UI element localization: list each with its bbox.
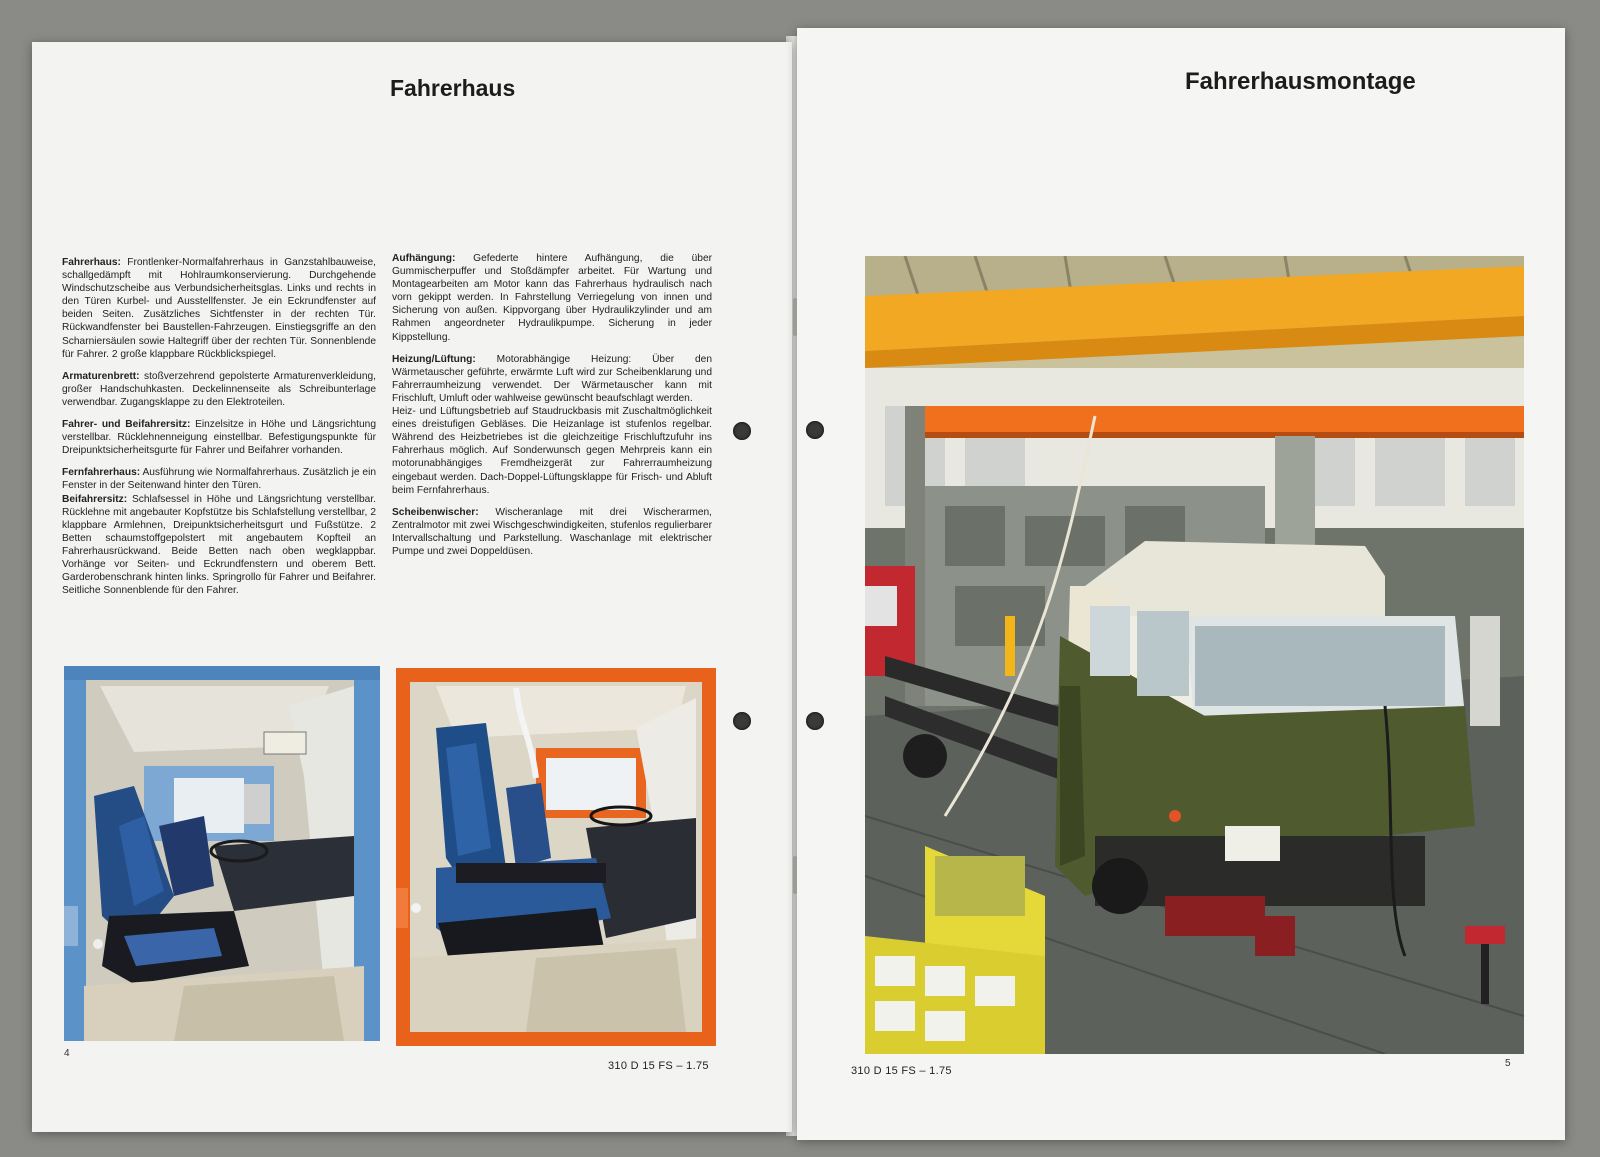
footer-code-right: 310 D 15 FS – 1.75 (851, 1065, 952, 1077)
staple (793, 856, 797, 894)
show-through-text (132, 100, 138, 127)
photo-orange-cab-interior (396, 668, 716, 1046)
text-column-2: Aufhängung: Gefederte hintere Aufhängung, die über Gummischerpuffer und Stoßdämpfer arbeitet. Für Wartung und Montagearbeiten am Motor kann das Fahrerhaus hydraulisch nach vorn gekippt werden. In Fahrstellung Verriegelung von innen und Sicherung von außen. Kippvorgang über Hydraulikzylinder und am Rahmen angeordneter Hydraulikpumpe. Sicherung in jeder Kippstellung. Heizung/Lüftung: Motorabhängige Heizung: Über den Wärmetauscher geführte, erwärmte Luft wird zur Scheibenklarung und Fahrerraumheizung verwendet. Der Wärmetauscher kann mit Frischluft, Umluft oder wahlweise gewünscht beaufschlagt werden. Heiz- und Lüftungsbetrieb auf Staudruckbasis mit Zuschaltmöglichkeit eines dreistufigen Gebläses. Die Heizanlage ist stufenlos regelbar. Während des Heizbetriebes ist die gleichzeitige Frischluftzufuhr ins Fahrerhaus möglich. Auf Sonderwunsch gegen Mehrpreis kann ein motorunabhängiges Fremdheizgerät zur Fahrerraumheizung eingebaut werden. Dach-Doppel-Lüftungsklappe für Frisch- und Abluft beim Fernfahrerhaus. Scheibenwischer: Wischeranlage mit drei Wischerarmen, Zentralmotor mit zwei Wischgeschwindigkeiten, stufenlos regulierbarer Intervallschaltung und Parkstellung. Waschanlage mit elektrischer Pumpe und zwei Doppeldüsen. (392, 253, 712, 557)
page-number-right: 5 (1505, 1058, 1511, 1069)
right-page (797, 28, 1565, 1140)
left-page (32, 42, 792, 1132)
binder-hole (806, 421, 824, 439)
binder-hole (733, 712, 751, 730)
photo-blue-cab-interior (64, 666, 380, 1041)
text-column-1: Fahrerhaus: Frontlenker-Normalfahrerhaus in Ganzstahlbauweise, schallgedämpft mit Hohlraumkonservierung. Durchgehende Windschutzscheibe aus Verbundsicherheitsglas. Links und rechts in den Türen Kurbel- und Ausstellfenster. Je ein Eckrundfenster auf beiden Seiten. Zusätzliches Sichtfenster in der rechten Tür. Rückwandfenster bei Baustellen-Fahrzeugen. Einstiegsgriffe an den Scharniersäulen sowie Haltegriff über der rechten Tür. Sonnenblende für Fahrer. 2 große klappbare Rückblickspiegel. Armaturenbrett: stoßverzehrend gepolsterte Armaturenverkleidung, großer Handschuhkasten. Deckelinnenseite als Schreibunterlage verwendbar. Zugangsklappe zu den Elektroteilen. Fahrer- und Beifahrersitz: Einzelsitze in Höhe und Längsrichtung verstellbar. Rücklehnenneigung einstellbar. Befestigungspunkte für Dreipunktsicherheitsgurte für Fahrer und Beifahrer vorhanden. Fernfahrerhaus: Ausführung wie Normalfahrerhaus. Zusätzlich je ein Fenster in der Seitenwand hinter den Türen. Beifahrersitz: Schlafsessel in Höhe und Längsrichtung verstellbar. Rücklehne mit angebauter Kopfstütze bis Schlafstellung verstellbar, 2 klappbare Armlehnen, Dreipunktsicherheitsgurt und Fußstütze. 2 Betten schaumstoffgepolstert mit angebautem Kopfteil an Fahrerhausrückwand. Beide Betten nach oben wegklappbar. Vorhänge vor Seiten- und Eckrundfenstern und oberem Bett. Garderobenschrank hinten links. Springrollo für Fahrer und Beifahrer. Seitliche Sonnenblende für den Fahrer. (62, 257, 376, 597)
footer-code-left: 310 D 15 FS – 1.75 (608, 1060, 709, 1072)
page-number-left: 4 (64, 1048, 70, 1059)
binder-hole (806, 712, 824, 730)
page-title-left: Fahrerhaus (390, 75, 516, 101)
page-title-right: Fahrerhausmontage (1185, 68, 1416, 95)
photo-cab-assembly-line (865, 256, 1524, 1054)
staple (793, 298, 797, 336)
binder-hole (733, 422, 751, 440)
